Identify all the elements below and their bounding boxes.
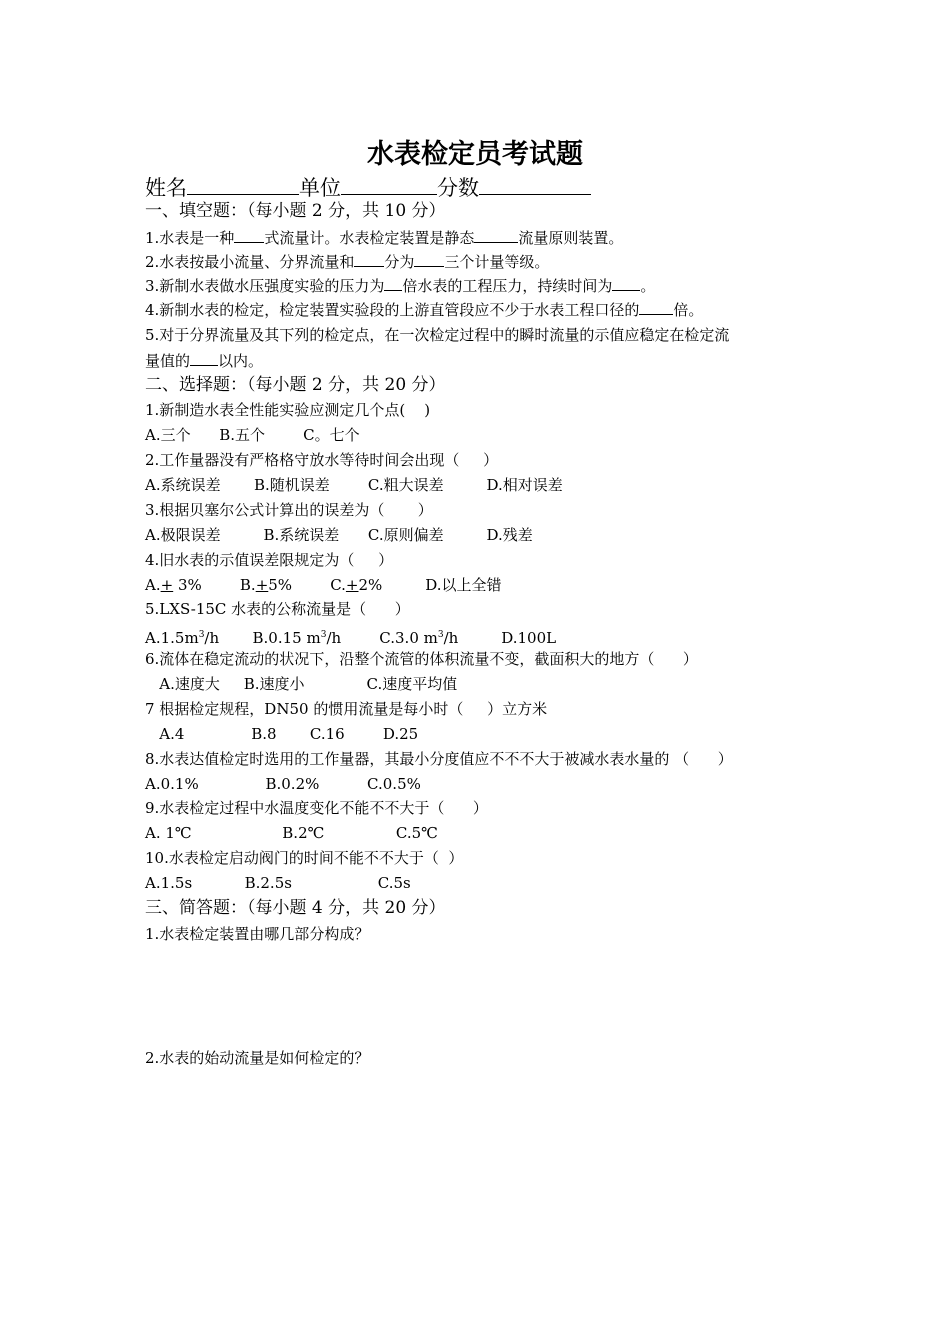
unit-label: 单位 — [299, 176, 341, 200]
choice-question-5: 5.LXS-15C 水表的公称流量是（ ） — [145, 600, 410, 618]
fill-question-4: 4.新制水表的检定，检定装置实验段的上游直管段应不少于水表工程口径的 倍。 — [145, 301, 704, 319]
fill-question-3: 3.新制水表做水压强度实验的压力为 倍水表的工程压力，持续时间为 。 — [145, 277, 656, 295]
score-label: 分数 — [437, 176, 479, 200]
choice-options-9: A. 1℃ B.2℃ C.5℃ — [145, 824, 438, 842]
fill-question-5-cont: 量值的 以内。 — [145, 352, 264, 370]
choice-options-2: A.系统误差 B.随机误差 C.粗大误差 D.相对误差 — [145, 476, 563, 494]
score-blank[interactable] — [479, 173, 591, 195]
fill-question-5: 5.对于分界流量及其下列的检定点，在一次检定过程中的瞬时流量的示值应稳定在检定流 — [145, 326, 730, 344]
answer-blank[interactable] — [234, 227, 264, 243]
choice-question-2: 2.工作量器没有严格格守放水等待时间会出现（ ） — [145, 451, 499, 469]
section-fill-heading: 一、填空题：（每小题 2 分，共 10 分） — [145, 201, 446, 221]
choice-options-7: A.4 B.8 C.16 D.25 — [145, 725, 419, 743]
unit-blank[interactable] — [341, 173, 437, 195]
choice-options-1: A.三个 B.五个 C。七个 — [145, 426, 360, 444]
choice-options-8: A.0.1% B.0.2% C.0.5% — [145, 775, 421, 793]
choice-options-10: A.1.5s B.2.5s C.5s — [145, 874, 411, 892]
fill-question-1: 1.水表是一种 式流量计。水表检定装置是静态 流量原则装置。 — [145, 229, 624, 247]
choice-question-10: 10.水表检定启动阀门的时间不能不不大于（ ） — [145, 849, 464, 867]
name-blank[interactable] — [187, 173, 299, 195]
section-short-heading: 三、简答题：（每小题 4 分，共 20 分） — [145, 898, 446, 918]
answer-blank[interactable] — [414, 251, 444, 267]
answer-blank[interactable] — [612, 275, 640, 291]
answer-blank[interactable] — [474, 227, 518, 243]
choice-question-3: 3.根据贝塞尔公式计算出的误差为（ ） — [145, 501, 433, 519]
answer-blank[interactable] — [354, 251, 384, 267]
choice-question-8: 8.水表达值检定时选用的工作量器，其最小分度值应不不不大于被减水表水量的 （ ） — [145, 750, 733, 768]
header-fields — [145, 173, 591, 201]
choice-options-3: A.极限误差 B.系统误差 C.原则偏差 D.残差 — [145, 526, 533, 544]
choice-question-4: 4.旧水表的示值误差限规定为（ ） — [145, 551, 394, 569]
answer-blank[interactable] — [190, 350, 218, 366]
choice-options-6: A.速度大 B.速度小 C.速度平均值 — [145, 675, 458, 693]
choice-question-7: 7 根据检定规程，DN50 的惯用流量是每小时（ ）立方米 — [145, 700, 548, 718]
short-question-2: 2.水表的始动流量是如何检定的？ — [145, 1049, 370, 1067]
choice-options-4: A.+ 3% B.+5% C.+2% D.以上全错 — [145, 576, 502, 594]
answer-blank[interactable] — [384, 275, 402, 291]
name-label: 姓名 — [145, 176, 187, 200]
answer-blank[interactable] — [639, 299, 673, 315]
section-choice-heading: 二、选择题：（每小题 2 分，共 20 分） — [145, 375, 446, 395]
choice-question-6: 6.流体在稳定流动的状况下，沿整个流管的体积流量不变，截面积大的地方（ ） — [145, 650, 698, 668]
choice-question-1: 1.新制造水表全性能实验应测定几个点( ) — [145, 401, 431, 419]
choice-options-5: $A.1.5m^3/h$ B.0.15 $m^3/h$ C.3.0 $m^3/h$ D.100L — [145, 629, 557, 647]
short-question-1: 1.水表检定装置由哪几部分构成？ — [145, 925, 370, 943]
page-title: 水表检定员考试题 — [367, 139, 583, 170]
fill-question-2: 2.水表按最小流量、分界流量和 分为 三个计量等级。 — [145, 253, 550, 271]
choice-question-9: 9.水表检定过程中水温度变化不能不不大于（ ） — [145, 799, 488, 817]
